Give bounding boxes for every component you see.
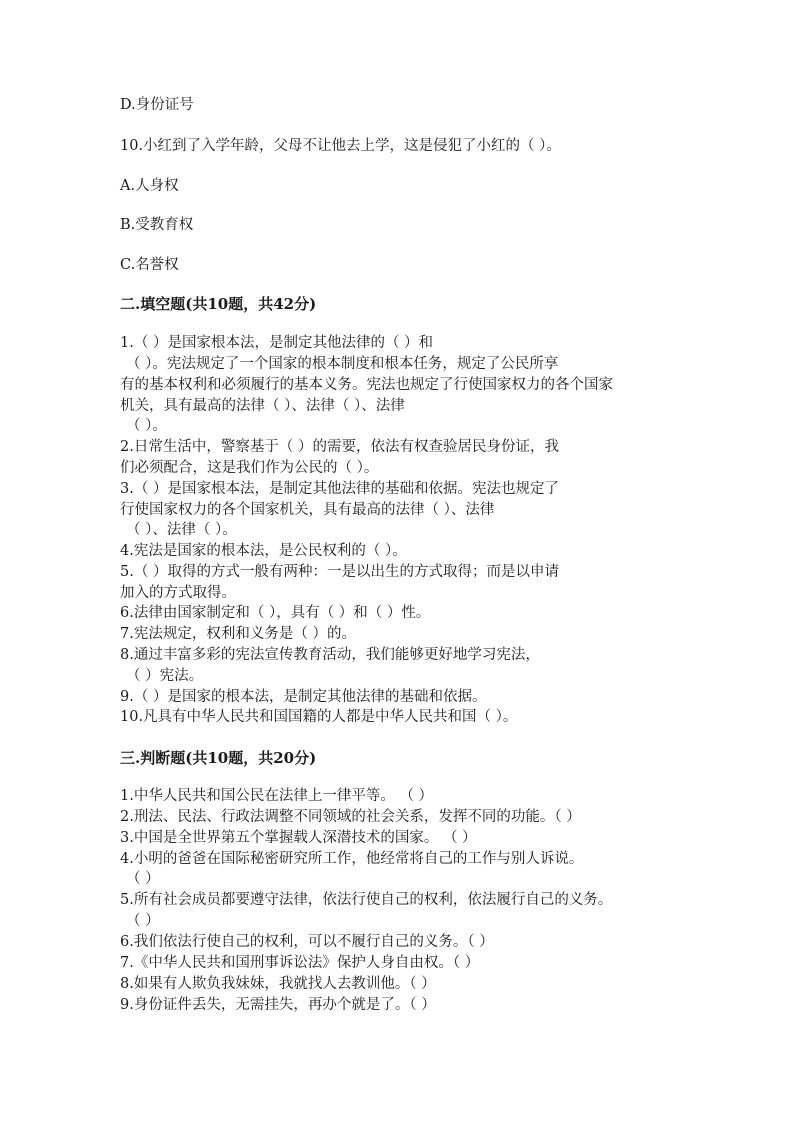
- fill-line: 加入的方式取得。: [120, 585, 236, 601]
- fill-line: 们必须配合，这是我们作为公民的（ ）。: [120, 460, 379, 476]
- q10-stem: 10.小红到了入学年龄，父母不让他去上学，这是侵犯了小红的（ ）。: [120, 138, 561, 154]
- fill-line: 8.通过丰富多彩的宪法宣传教育活动，我们能够更好地学习宪法，: [120, 647, 540, 663]
- judge-line: 4.小明的爸爸在国际秘密研究所工作，他经常将自己的工作与别人诉说。: [120, 851, 584, 867]
- fill-line: 10.凡具有中华人民共和国国籍的人都是中华人民共和国（ ）。: [120, 709, 518, 725]
- q10-option-a: A.人身权: [120, 178, 179, 194]
- fill-line: 2.日常生活中，警察基于（ ）的需要，依法有权查验居民身份证，我: [120, 439, 559, 455]
- fill-line: （ ）宪法。: [126, 668, 204, 684]
- q9-option-d: D.身份证号: [120, 97, 194, 113]
- judge-line: （ ）: [126, 871, 160, 887]
- fill-line: 6.法律由国家制定和（ ），具有（ ）和（ ）性。: [120, 605, 431, 621]
- fill-line: （ ）、法律（ ）。: [126, 522, 237, 538]
- q10-option-b: B.受教育权: [120, 217, 194, 233]
- judge-line: 3.中国是全世界第五个掌握载人深潜技术的国家。 （ ）: [120, 830, 477, 846]
- fill-line: 4.宪法是国家的根本法，是公民权利的（ ）。: [120, 543, 407, 559]
- fill-line: 有的基本权利和必须履行的基本义务。宪法也规定了行使国家权力的各个国家: [120, 377, 613, 393]
- judge-line: 1.中华人民共和国公民在法律上一律平等。 （ ）: [120, 788, 434, 804]
- fill-line: （ ）。宪法规定了一个国家的根本制度和根本任务，规定了公民所享: [126, 356, 559, 372]
- judge-line: 9.身份证件丢失，无需挂失，再办个就是了。（ ）: [120, 997, 436, 1013]
- fill-line: 7.宪法规定，权利和义务是（ ）的。: [120, 626, 356, 642]
- q10-option-c: C.名誉权: [120, 257, 179, 273]
- fill-line: （ ）。: [126, 418, 167, 434]
- judge-line: 7.《中华人民共和国刑事诉讼法》保护人身自由权。（ ）: [120, 955, 480, 971]
- judge-line: 2.刑法、民法、行政法调整不同领域的社会关系，发挥不同的功能。（ ）: [120, 809, 581, 825]
- judge-line: 6.我们依法行使自己的权利，可以不履行自己的义务。（ ）: [120, 934, 494, 950]
- fill-line: 3.（ ）是国家根本法，是制定其他法律的基础和依据。宪法也规定了: [120, 481, 559, 497]
- judge-line: 5.所有社会成员都要遵守法律，依法行使自己的权利，依法履行自己的义务。: [120, 892, 613, 908]
- judge-line: 8.如果有人欺负我妹妹，我就找人去教训他。（ ）: [120, 976, 436, 992]
- fill-line: 9.（ ）是国家的根本法，是制定其他法律的基础和依据。: [120, 689, 487, 705]
- section-heading-fill-in: 二.填空题(共10题，共42分): [120, 295, 317, 313]
- fill-line: 机关，具有最高的法律（ ）、法律（ ）、法律: [120, 398, 405, 414]
- fill-line: 1.（ ）是国家根本法，是制定其他法律的（ ）和: [120, 335, 434, 351]
- judge-line: （ ）: [126, 913, 160, 929]
- fill-line: 5.（ ）取得的方式一般有两种：一是以出生的方式取得；而是以申请: [120, 564, 559, 580]
- section-heading-true-false: 三.判断题(共10题，共20分): [120, 749, 317, 767]
- fill-line: 行使国家权力的各个国家机关，具有最高的法律（ ）、法律: [120, 502, 495, 518]
